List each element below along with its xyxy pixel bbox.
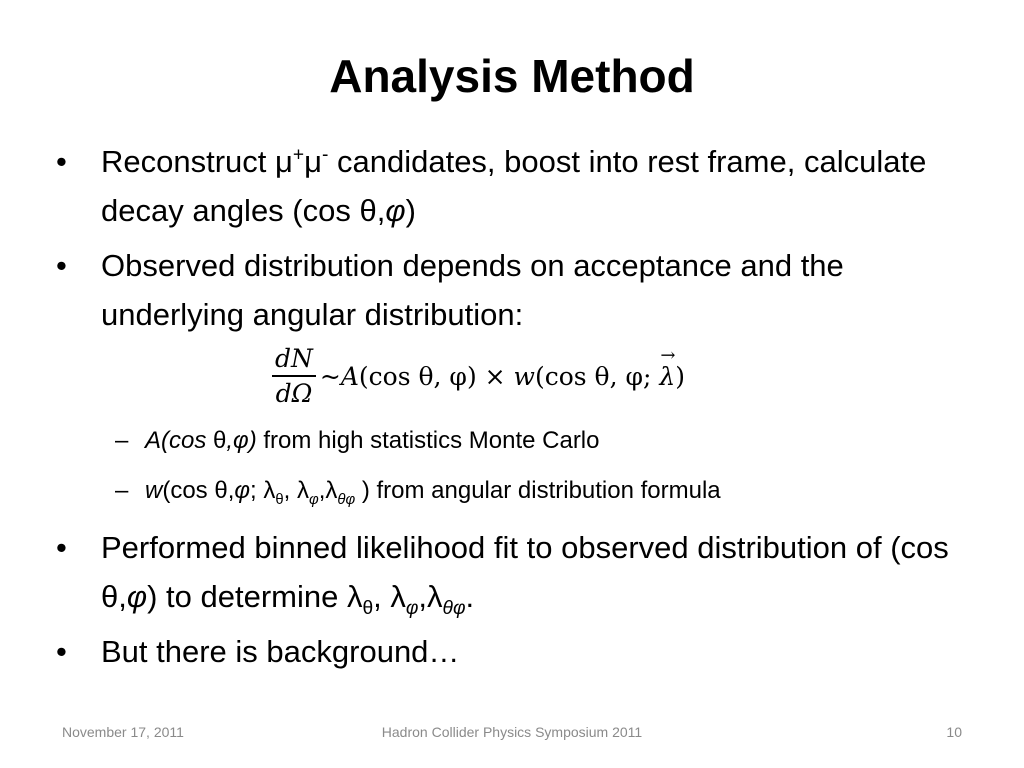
- equation-denominator: dΩ: [275, 379, 313, 408]
- subbullet-marker: –: [115, 477, 129, 504]
- slide-title: Analysis Method: [329, 50, 695, 102]
- equation-weight: w: [513, 361, 535, 391]
- footer-date: November 17, 2011: [62, 724, 184, 740]
- equation-part: (cos θ, φ) ×: [358, 361, 514, 391]
- subbullet-part: ; λ: [250, 477, 276, 504]
- subbullet-part: ,φ): [226, 427, 257, 454]
- subbullet-text: [145, 475, 995, 507]
- subbullet-part: A(cos: [145, 427, 214, 454]
- bullet-text-part: Reconstruct μ: [101, 144, 293, 179]
- subscript: θ: [275, 491, 284, 508]
- bullet-marker: •: [56, 634, 67, 669]
- equation-rhs: [320, 362, 685, 391]
- bullet-text: [101, 137, 956, 235]
- phi-symbol: φ: [385, 193, 406, 228]
- subscript: φ: [309, 491, 319, 508]
- bullet-text-part: ,λ: [418, 579, 443, 614]
- lambda-vector: → λ: [659, 362, 675, 391]
- distribution-equation: [272, 335, 685, 417]
- equation-acceptance: A: [340, 361, 359, 391]
- subbullet-part: , λ: [283, 477, 309, 504]
- subbullet-part: (cos θ,: [162, 477, 235, 504]
- subbullet-part: w: [145, 477, 163, 504]
- bullet-marker: •: [56, 248, 67, 283]
- subbullet-acceptance: [115, 425, 995, 457]
- bullet-text-part: ): [405, 193, 416, 228]
- bullet-text: But there is background…: [101, 634, 460, 669]
- subbullet-part: ) from angular distribution formula: [355, 477, 721, 504]
- bullet-text: [101, 523, 956, 621]
- bullet-observed-distribution: [56, 241, 956, 339]
- bullet-text: Observed distribution depends on acceptance and the underlying angular distribution:: [101, 248, 844, 332]
- subbullet-part: ,λ: [318, 477, 338, 504]
- subbullet-weight: [115, 475, 995, 507]
- equation-part: ~: [319, 361, 341, 391]
- bullet-text-part: ) to determine λ: [147, 579, 363, 614]
- bullet-background: [56, 627, 956, 676]
- footer-page-number: 10: [946, 724, 962, 740]
- bullet-marker: •: [56, 144, 67, 179]
- subbullet-text: [145, 425, 995, 457]
- equation-numerator: dN: [272, 344, 316, 377]
- bullet-text-part: μ: [304, 144, 322, 179]
- subscript: φ: [405, 598, 419, 620]
- equation-fraction: [272, 344, 316, 408]
- subscript: θφ: [337, 491, 356, 508]
- bullet-likelihood-fit: [56, 523, 956, 621]
- bullet-text-part: Performed binned likelihood fit to observed distribution of (cos θ,: [101, 530, 949, 614]
- subbullet-marker: –: [115, 427, 129, 454]
- equation-part: ): [675, 361, 685, 391]
- subbullet-part: from high statistics Monte Carlo: [256, 427, 600, 454]
- equation-part: (cos θ, φ;: [534, 361, 660, 391]
- bullet-text-part: , λ: [373, 579, 406, 614]
- phi-symbol: φ: [126, 579, 148, 614]
- subbullet-part: φ: [234, 477, 251, 504]
- subscript: θφ: [442, 598, 466, 620]
- charge-plus: +: [292, 144, 305, 166]
- bullet-reconstruct: [56, 137, 956, 235]
- subscript: θ: [362, 598, 374, 620]
- bullet-marker: •: [56, 530, 67, 565]
- charge-minus: -: [321, 144, 329, 166]
- footer-event: Hadron Collider Physics Symposium 2011: [381, 724, 643, 740]
- bullet-text-part: .: [465, 579, 475, 614]
- subbullet-part: θ: [213, 427, 227, 454]
- bullet-text-part: candidates, boost into rest frame, calculate decay angles (cos θ,: [101, 144, 927, 228]
